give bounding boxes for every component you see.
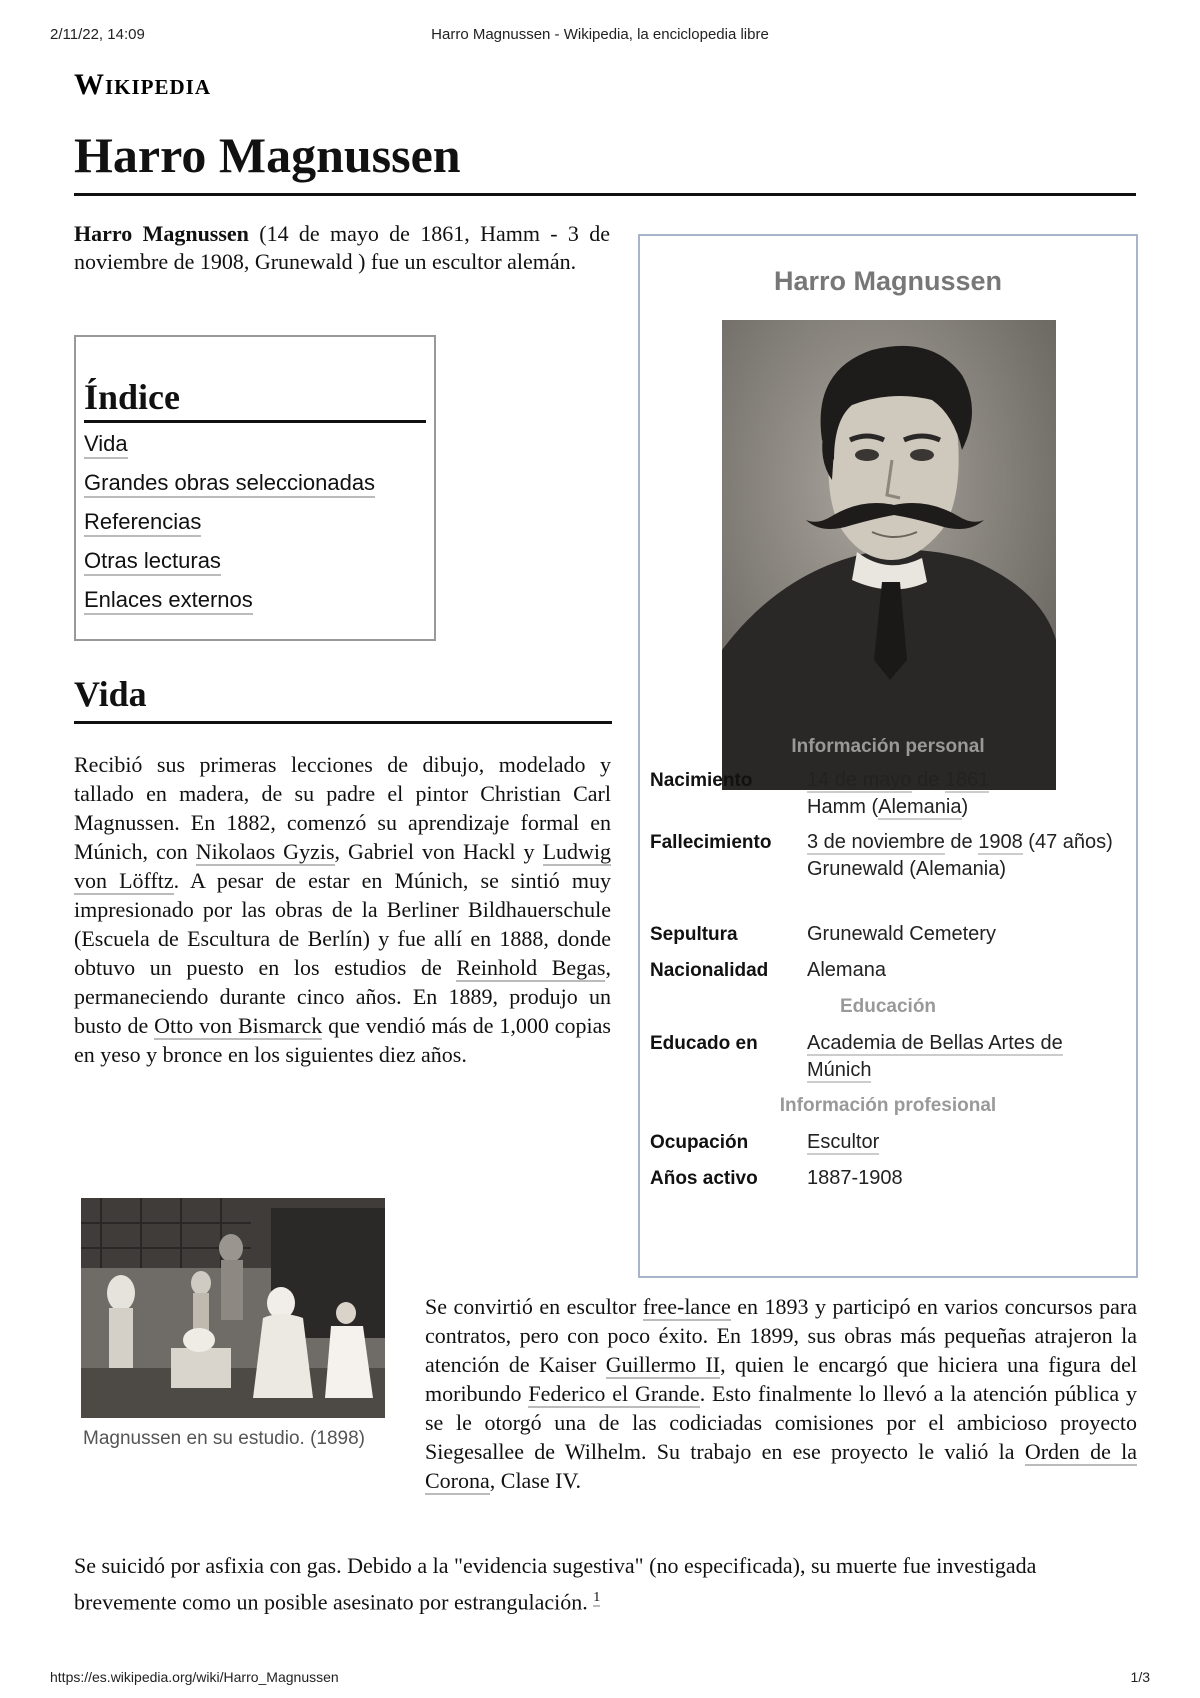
label-educado-en: Educado en (650, 1033, 758, 1054)
label-ocupacion: Ocupación (650, 1132, 749, 1153)
link-death-date[interactable]: 3 de noviembre (807, 831, 945, 853)
toc-link-enlaces-externos[interactable]: Enlaces externos (84, 587, 253, 615)
infobox-title: Harro Magnussen (773, 266, 1003, 296)
toc-item (84, 587, 426, 626)
toc-link-vida[interactable]: Vida (84, 431, 128, 459)
link-birth-year[interactable]: 1861 (944, 769, 990, 791)
link-ludwig-von-lofftz[interactable]: Ludwig von Löfftz (74, 839, 612, 893)
infobox-header-educacion: Educación (839, 996, 937, 1017)
image-caption: Magnussen en su estudio. (1898) (83, 1428, 366, 1449)
value-nacionalidad: Alemana (807, 959, 886, 981)
toc-title: Índice (84, 377, 426, 423)
page-title: Harro Magnussen (74, 128, 1136, 196)
toc-item (84, 470, 426, 509)
label-sepultura: Sepultura (650, 924, 738, 945)
wikipedia-logo[interactable]: Wikipedia (74, 68, 212, 101)
print-url: https://es.wikipedia.org/wiki/Harro_Magnussen (50, 1669, 339, 1685)
link-nikolaos-gyzis[interactable]: Nikolaos Gyzis (195, 839, 335, 864)
value-anos-activo: 1887-1908 (807, 1167, 903, 1189)
link-orden-de-la-corona[interactable]: Orden de la Corona (425, 1439, 1137, 1493)
value-educado-en (807, 1030, 1127, 1084)
infobox-header-personal: Información personal (791, 736, 985, 757)
link-otto-von-bismarck[interactable]: Otto von Bismarck (154, 1013, 323, 1038)
link-free-lance[interactable]: free-lance (642, 1294, 731, 1319)
reference-link[interactable]: 1 (593, 1590, 601, 1605)
toc-link-otras-lecturas[interactable]: Otras lecturas (84, 548, 221, 576)
value-ocupacion (807, 1129, 1127, 1156)
print-date: 2/11/22, 14:09 (50, 26, 145, 43)
studio-image[interactable] (81, 1198, 385, 1418)
link-birth-date[interactable]: 14 de mayo (807, 769, 912, 791)
lead-subject: Harro Magnussen (74, 221, 249, 246)
infobox (638, 234, 1138, 1278)
vida-paragraph-3: Se suicidó por asfixia con gas. Debido a la "evidencia sugestiva" (no especificada), su muerte fue investigada brevemente como un posible asesinato por estrangulación. $^1$ (74, 1553, 1037, 1615)
toc-list (84, 431, 426, 626)
toc-link-grandes-obras[interactable]: Grandes obras seleccionadas (84, 470, 375, 498)
label-fallecimiento: Fallecimiento (650, 832, 772, 853)
toc-item (84, 431, 426, 470)
value-nacimiento: 14 de mayo de 1861 Hamm (Alemania) (807, 769, 990, 818)
portrait-image[interactable] (722, 320, 1056, 790)
value-sepultura: Grunewald Cemetery (807, 923, 996, 945)
value-fallecimiento: 3 de noviembre de 1908 (47 años) Grunewald (Alemania) (807, 831, 1113, 880)
link-academia[interactable]: Academia de Bellas Artes de Múnich (807, 1032, 1063, 1081)
vida-paragraph-1: Recibió sus primeras lecciones de dibujo, modelado y tallado en madera, de su padre el pintor Christian Carl Magnussen. En 1882, comenzó su aprendizaje formal en Múnich, con Nikolaos Gyzis, Gabriel von Hackl y Ludwig von Löfftz. A pesar de estar en Múnich, se sintió muy impresionado por las obras de la Berliner Bildhauerschule (Escuela de Escultura de Berlín) y fue allí en 1888, donde obtuvo un puesto en los estudios de Reinhold Begas, permaneciendo durante cinco años. En 1889, produjo un busto de Otto von Bismarck que vendió más de 1,000 copias en yeso y bronce en los siguientes diez años. (74, 752, 612, 1067)
print-header (0, 26, 1200, 50)
link-federico-el-grande[interactable]: Federico el Grande (528, 1381, 700, 1406)
toc-link-referencias[interactable]: Referencias (84, 509, 201, 537)
table-of-contents (74, 335, 436, 641)
link-guillermo-ii[interactable]: Guillermo II (605, 1352, 721, 1377)
vida-paragraph-2: Se convirtió en escultor free-lance en 1893 y participó en varios concursos para contratos, pero con poco éxito. En 1899, sus obras más pequeñas atrajeron la atención de Kaiser Guillermo II, quien le encargó que hiciera una figura del moribundo Federico el Grande. Esto finalmente lo llevó a la atención pública y se le otorgó una de las codiciadas comisiones por el ambicioso proyecto Siegesallee de Wilhelm. Su trabajo en ese proyecto le valió la Orden de la Corona, Clase IV. (425, 1294, 1137, 1493)
link-reinhold-begas[interactable]: Reinhold Begas (456, 955, 606, 980)
print-page-title: Harro Magnussen - Wikipedia, la enciclopedia libre (431, 26, 769, 43)
toc-item (84, 509, 426, 548)
label-anos-activo: Años activo (650, 1168, 758, 1189)
print-footer (0, 1669, 1200, 1691)
print-page-number: 1/3 (1130, 1669, 1150, 1685)
lead-paragraph: Harro Magnussen (14 de mayo de 1861, Hamm - 3 de noviembre de 1908, Grunewald ) fue un escultor alemán. (74, 221, 610, 274)
label-nacionalidad: Nacionalidad (650, 960, 769, 981)
toc-item (84, 548, 426, 587)
section-heading-vida: Vida (74, 674, 612, 724)
link-death-year[interactable]: 1908 (978, 831, 1023, 853)
link-escultor[interactable]: Escultor (807, 1131, 880, 1153)
infobox-header-profesional: Información profesional (779, 1095, 997, 1116)
label-nacimiento: Nacimiento (650, 770, 753, 791)
link-birth-country[interactable]: Alemania (878, 796, 962, 818)
